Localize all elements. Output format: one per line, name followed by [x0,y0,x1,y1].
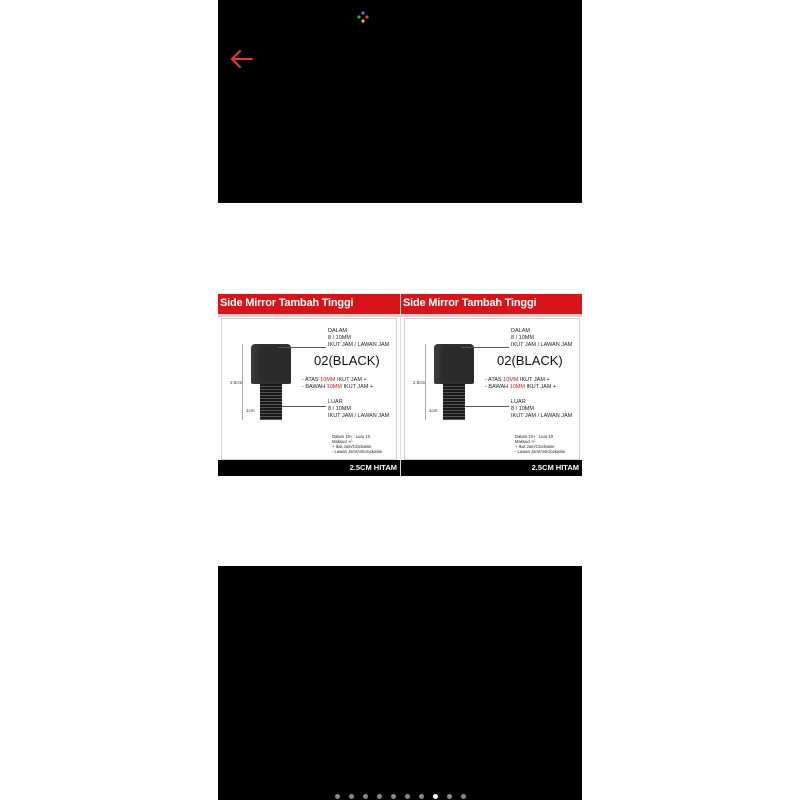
pointer-line [278,347,326,348]
pagination-dot[interactable] [461,794,466,799]
footer-label: 2.5CM HITAM [349,463,397,472]
pagination-dot[interactable] [419,794,424,799]
dimension-thread: 1cm [429,408,438,413]
model-label: 02(BLACK) [497,353,563,368]
spinner-icon [356,10,370,24]
product-panel-right [400,294,582,476]
image-viewer [218,0,582,800]
pagination-dot[interactable] [391,794,396,799]
pagination-dot-active[interactable] [433,794,438,799]
title-banner [401,294,582,314]
inner-label: DALAM [511,328,530,334]
panel-title: Side Mirror Tambah Tinggi [403,297,537,309]
product-panel-left [218,294,400,476]
pagination-dots [0,788,800,796]
pointer-line [465,406,509,407]
dimension-thread: 1cm [246,408,255,413]
pagination-dot[interactable] [363,794,368,799]
footer-bar [401,460,582,476]
inner-label: DALAM [328,328,347,334]
bottom-spec: - BAWAH 10MM IKUT JAM + [485,384,557,390]
arrow-left-icon[interactable] [226,44,256,74]
adapter-body [251,344,291,384]
pagination-dot[interactable] [447,794,452,799]
top-spec: - ATAS 10MM IKUT JAM + [485,377,550,383]
panel-title: Side Mirror Tambah Tinggi [220,297,354,309]
footer-bar [218,460,400,476]
outer-direction: IKUT JAM / LAWAN JAM [511,413,573,419]
banner-shadow [401,314,582,317]
dimension-total: 2.5cm [230,380,243,385]
inner-size: 8 / 10MM [511,335,534,341]
dimension-total: 2.5cm [413,380,426,385]
inner-direction: IKUT JAM / LAWAN JAM [511,342,573,348]
adapter-body [434,344,474,384]
inner-direction: IKUT JAM / LAWAN JAM [328,342,390,348]
footer-label: 2.5CM HITAM [531,463,579,472]
pointer-line [282,406,326,407]
adapter-thread [443,384,465,420]
title-banner [218,294,400,314]
model-label: 02(BLACK) [314,353,380,368]
top-spec: - ATAS 10MM IKUT JAM + [302,377,367,383]
note-block: Dalam 10+ : Luar 10 Maksud +/- + Ikut Jam/Clockwise - Lawan Jam/Anticlockwise [515,434,566,454]
pagination-dot[interactable] [335,794,340,799]
outer-direction: IKUT JAM / LAWAN JAM [328,413,390,419]
pagination-dot[interactable] [377,794,382,799]
outer-label: LUAR [511,399,526,405]
inner-size: 8 / 10MM [328,335,351,341]
outer-size: 8 / 10MM [511,406,534,412]
outer-size: 8 / 10MM [328,406,351,412]
pointer-line [461,347,509,348]
note-block: Dalam 10+ : Luar 10 Maksud +/- + Ikut Jam/Clockwise - Lawan Jam/Anticlockwise [332,434,383,454]
pagination-dot[interactable] [405,794,410,799]
banner-shadow [218,314,400,317]
outer-label: LUAR [328,399,343,405]
adapter-thread [260,384,282,420]
product-image[interactable] [218,203,582,566]
pagination-dot[interactable] [349,794,354,799]
bottom-spec: - BAWAH 10MM IKUT JAM + [302,384,374,390]
